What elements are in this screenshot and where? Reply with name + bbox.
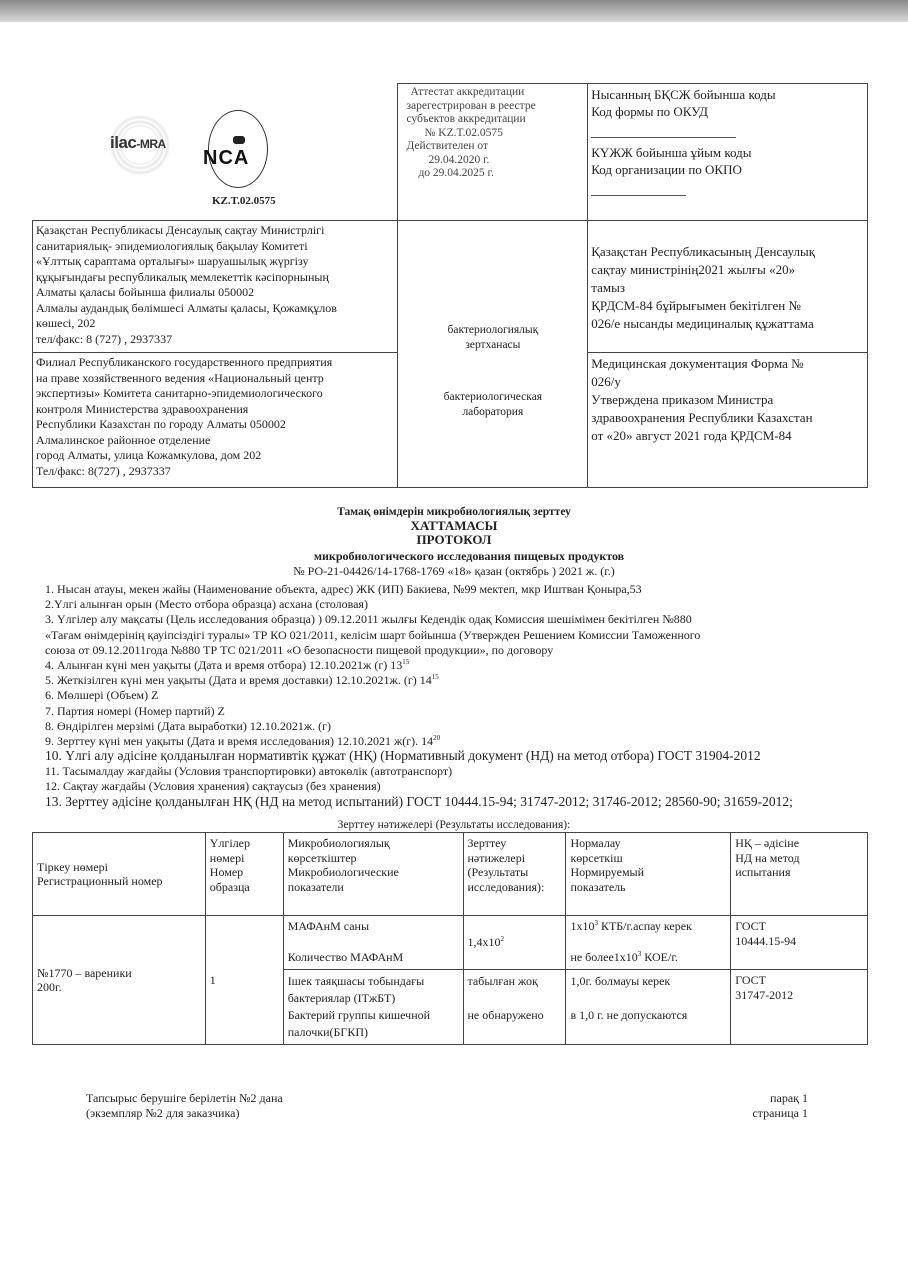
text: не обнаружено bbox=[467, 1008, 544, 1022]
item-text: «Тағам өнімдерінің қауіпсіздігі туралы» ТР КО 021/2011, келісім шарт бойынша (Утвержден Решением Комиссии Таможенного bbox=[45, 627, 701, 642]
text: Алмалинское районное отделение bbox=[36, 432, 211, 447]
protocol-item bbox=[45, 628, 875, 643]
text: исследования): bbox=[467, 879, 545, 894]
protocol-item bbox=[45, 795, 875, 810]
title-protocol-ru: ПРОТОКОЛ bbox=[416, 532, 492, 547]
item-text: 11. Тасымалдау жағдайы (Условия транспортировки) автокөлік (автотранспорт) bbox=[45, 764, 453, 779]
text: зарегестрирован в реестре bbox=[406, 99, 536, 112]
protocol-item bbox=[45, 704, 875, 719]
text: 1,4х10 bbox=[467, 935, 501, 950]
form-code-ru: Код формы по ОКУД bbox=[591, 104, 708, 119]
page-number bbox=[752, 1091, 808, 1120]
lab-cell bbox=[398, 221, 588, 488]
results-table bbox=[32, 832, 868, 1045]
text: Тіркеу нөмері bbox=[37, 859, 108, 874]
text: Нормалау bbox=[570, 836, 621, 850]
text: Үлгілер bbox=[209, 836, 251, 850]
text: НҚ – әдісіне bbox=[735, 836, 800, 850]
protocol-item bbox=[45, 582, 875, 597]
item-text: союза от 09.12.2011года №880 ТР ТС 021/2011 «О безопасности пищевой продукции», по договору bbox=[45, 642, 554, 657]
text: Алмалы аудандық бөлімшесі Алматы қаласы, Қожамқұлов bbox=[36, 300, 337, 315]
text: көрсеткіштер bbox=[287, 850, 357, 865]
text: образца bbox=[209, 879, 250, 894]
text: до 29.04.2025 г. bbox=[418, 167, 494, 179]
text: КТБ/г.аспау керек bbox=[597, 919, 692, 933]
text: 10444.15-94 bbox=[735, 933, 797, 948]
text: Количество МАФАнМ bbox=[287, 949, 404, 964]
text: Утверждена приказом Министра bbox=[591, 392, 774, 407]
item-text: 2.Үлгі алынған орын (Место отбора образца) асхана (столовая) bbox=[45, 597, 368, 612]
protocol-item bbox=[45, 597, 875, 612]
result-cell bbox=[463, 970, 566, 1045]
text: Филиал Республиканского государственного предприятия bbox=[36, 355, 333, 369]
order-kz-cell bbox=[588, 221, 868, 353]
text: Қазақстан Республикасының Денсаулық bbox=[591, 244, 816, 259]
text: экспертизы» Комитета санитарно-эпидемиологического bbox=[36, 386, 323, 400]
header-method bbox=[731, 833, 868, 916]
table-row bbox=[33, 916, 868, 970]
text: КОЕ/г. bbox=[641, 949, 678, 964]
page-kz: парақ 1 bbox=[770, 1091, 808, 1105]
title-protocol-kz: ХАТТАМАСЫ bbox=[410, 518, 498, 533]
results-caption: Зерттеу нәтижелері (Результаты исследования): bbox=[337, 819, 571, 831]
header-reg-number bbox=[33, 833, 206, 916]
text: на праве хозяйственного ведения «Национальный центр bbox=[36, 370, 324, 385]
item-text: 3. Үлгілер алу мақсаты (Цель исследования образца) ) 09.12.2011 жылғы Кедендік одақ Комиссия шешімімен бекітілген №880 bbox=[45, 612, 692, 627]
header-norm bbox=[566, 833, 731, 916]
copy-kz: Тапсырыс берушіге берілетін №2 дана bbox=[86, 1091, 283, 1105]
text: Тел/факс: 8(727) , 2937337 bbox=[36, 463, 171, 478]
text: МАФАнМ саны bbox=[287, 919, 370, 933]
accreditation-code: KZ.T.02.0575 bbox=[212, 195, 276, 207]
protocol-items bbox=[45, 582, 875, 810]
item-text: 10. Үлгі алу әдісіне қолданылған нормативтік құжат (НҚ) (Нормативный документ (НД) на метод отбора) ГОСТ 31904-2012 bbox=[45, 748, 761, 764]
text: құқығындағы республикалық мемлекеттік кәсіпорнының bbox=[36, 269, 329, 284]
text: нәтижелері bbox=[467, 850, 526, 865]
protocol-item bbox=[45, 719, 875, 734]
item-text: 7. Партия номері (Номер партий) Z bbox=[45, 703, 225, 718]
text: палочки(БГКП) bbox=[287, 1025, 368, 1039]
header-results bbox=[463, 833, 566, 916]
text: 31747-2012 bbox=[735, 987, 794, 1002]
text: НД на метод bbox=[735, 850, 800, 865]
text: Медицинская документация Форма № bbox=[591, 356, 804, 371]
text: здравоохранения Республики Казахстан bbox=[591, 410, 813, 425]
blank-line bbox=[591, 120, 736, 138]
norm-cell bbox=[566, 970, 731, 1045]
text: субъектов аккредитации bbox=[406, 113, 526, 125]
text: Регистрационный номер bbox=[37, 874, 163, 888]
text: ГОСТ bbox=[735, 973, 766, 987]
text: Аттестат аккредитации bbox=[410, 86, 525, 98]
order-ru-cell bbox=[588, 353, 868, 488]
nca-logo: NCA bbox=[208, 110, 268, 188]
protocol-item bbox=[45, 673, 875, 688]
protocol-item bbox=[45, 612, 875, 627]
form-code-kz: Нысанның БҚСЖ бойынша коды bbox=[591, 87, 776, 102]
table-header-row bbox=[33, 833, 868, 916]
org-kz-cell bbox=[33, 221, 398, 353]
text: Нормируемый bbox=[570, 865, 645, 879]
item-text: 4. Алынған күні мен уақыты (Дата и время отбора) 12.10.2021ж (г) 13 bbox=[45, 657, 403, 672]
result-cell bbox=[463, 916, 566, 970]
text: бактериологическая bbox=[443, 391, 543, 403]
item-text: 9. Зерттеу күні мен уақыты (Дата и время исследования) 12.10.2021 ж(г). 14 bbox=[45, 733, 434, 748]
org-code-kz: КҮЖЖ бойынша ұйым коды bbox=[591, 145, 752, 160]
text: 29.04.2020 г. bbox=[428, 153, 490, 166]
text: ҚРДСМ-84 бұйрығымен бекітілген № bbox=[591, 298, 801, 313]
copy-ru: (экземпляр №2 для заказчика) bbox=[86, 1105, 240, 1120]
text: сақтау министрінің2021 жылғы «20» bbox=[591, 262, 796, 277]
text: Қазақстан Республикасы Денсаулық сақтау Министрлігі bbox=[36, 223, 325, 237]
protocol-item bbox=[45, 749, 875, 764]
ilac-mra-logo: ilac-MRA bbox=[110, 110, 170, 180]
text: № KZ.T.02.0575 bbox=[424, 126, 503, 139]
method-cell bbox=[731, 970, 868, 1045]
reg-number-cell bbox=[33, 916, 206, 1045]
text: (Результаты bbox=[467, 865, 529, 879]
text: Республики Казахстан по городу Алматы 050002 bbox=[36, 417, 286, 431]
header-sample-number bbox=[205, 833, 283, 916]
protocol-item bbox=[45, 764, 875, 779]
text: 3 bbox=[594, 919, 598, 927]
text: Микробиологические bbox=[287, 865, 399, 879]
text: санитариялық- эпидемиологиялық бақылау Комитеті bbox=[36, 238, 308, 253]
text: «Ұлттық сараптама орталығы» шаруашылық жүргізу bbox=[36, 254, 309, 268]
text: тел/факс: 8 (727) , 2937337 bbox=[36, 331, 173, 346]
item-text: 5. Жеткізілген күні мен уақыты (Дата и время доставки) 12.10.2021ж. (г) 14 bbox=[45, 673, 432, 688]
title-ru: микробиологического исследования пищевых продуктов bbox=[313, 549, 625, 563]
text: 1,0г. болмауы керек bbox=[570, 974, 671, 988]
text: ГОСТ bbox=[735, 919, 766, 933]
item-text: 6. Мөлшері (Объем) Z bbox=[45, 688, 159, 703]
page-ru: страница 1 bbox=[752, 1105, 808, 1120]
text: от «20» август 2021 года ҚРДСМ-84 bbox=[591, 428, 792, 443]
accreditation-cell bbox=[398, 84, 588, 221]
item-time-minutes: 15 bbox=[402, 657, 410, 666]
text: бактериологиялық bbox=[447, 324, 539, 336]
method-cell bbox=[731, 916, 868, 970]
text: Зерттеу bbox=[467, 836, 507, 850]
text: бактериялар (ІТжБТ) bbox=[287, 991, 396, 1005]
text: зертханасы bbox=[465, 338, 521, 351]
text: в 1,0 г. не допускаются bbox=[570, 1008, 688, 1022]
text: 026/у bbox=[591, 374, 621, 389]
item-text: 1. Нысан атауы, мекен жайы (Наименование объекта, адрес) ЖК (ИП) Бакиева, №99 мектеп, мкр Иштван Қонырa,53 bbox=[45, 582, 642, 596]
text: показатель bbox=[570, 879, 626, 894]
item-text: 12. Сақтау жағдайы (Условия хранения) сақтаусыз (без хранения) bbox=[45, 779, 381, 794]
text: табылған жоқ bbox=[467, 974, 538, 988]
scan-edge bbox=[0, 0, 908, 22]
text: көшесі, 202 bbox=[36, 316, 96, 330]
indicator-cell bbox=[283, 916, 463, 970]
text: лаборатория bbox=[462, 405, 524, 418]
copy-note bbox=[86, 1091, 283, 1120]
protocol-number: № РО-21-04426/14-1768-1769 «18» қазан (октябрь ) 2021 ж. (г.) bbox=[293, 564, 615, 578]
blank-line bbox=[591, 178, 686, 196]
text: испытания bbox=[735, 865, 791, 879]
text: көрсеткіш bbox=[570, 850, 623, 865]
text: Алматы қаласы бойынша филиалы 050002 bbox=[36, 285, 255, 299]
item-time-minutes: 15 bbox=[431, 673, 439, 682]
header-indicators bbox=[283, 833, 463, 916]
org-ru-cell bbox=[33, 353, 398, 488]
text: контроля Министерства здравоохранения bbox=[36, 401, 249, 416]
form-codes-cell bbox=[588, 84, 868, 221]
text: Действителен от bbox=[406, 140, 489, 152]
text: Ішек таяқшасы тобындағы bbox=[287, 974, 425, 988]
title-kz: Тамақ өнімдерін микробиологиялық зерттеу bbox=[337, 506, 571, 518]
sample-number-cell: 1 bbox=[205, 916, 283, 1045]
text: Бактерий группы кишечной bbox=[287, 1008, 431, 1022]
text: показатели bbox=[287, 879, 344, 894]
protocol-item bbox=[45, 658, 875, 673]
org-code-ru: Код организации по ОКПО bbox=[591, 162, 742, 177]
protocol-item bbox=[45, 734, 875, 749]
text: город Алматы, улица Кожамкулова, дом 202 bbox=[36, 448, 262, 462]
header-table bbox=[32, 83, 868, 488]
text: 026/е нысанды медициналық құжаттама bbox=[591, 316, 814, 331]
protocol-item bbox=[45, 688, 875, 703]
text: 1х10 bbox=[570, 919, 595, 933]
text: 3 bbox=[637, 949, 642, 958]
text: 200г. bbox=[37, 980, 62, 994]
protocol-item bbox=[45, 643, 875, 658]
item-time-minutes: 20 bbox=[433, 733, 441, 742]
protocol-item bbox=[45, 779, 875, 794]
text: не более1х10 bbox=[570, 949, 638, 964]
indicator-cell bbox=[283, 970, 463, 1045]
norm-cell bbox=[566, 916, 731, 970]
item-text: 8. Өндірілген мерзімі (Дата выработки) 12.10.2021ж. (г) bbox=[45, 718, 332, 733]
text: Микробиологиялық bbox=[287, 836, 390, 850]
item-text: 13. Зерттеу әдісіне қолданылған НҚ (НД на метод испытаний) ГОСТ 10444.15-94; 31747-2012; 31746-2012; 28560-90; 31659-2012; bbox=[45, 793, 793, 809]
text: Номер bbox=[209, 865, 244, 879]
text: нөмері bbox=[209, 850, 245, 865]
text: 2 bbox=[500, 935, 504, 944]
text: тамыз bbox=[591, 280, 625, 295]
text: №1770 – вареники bbox=[37, 965, 132, 980]
